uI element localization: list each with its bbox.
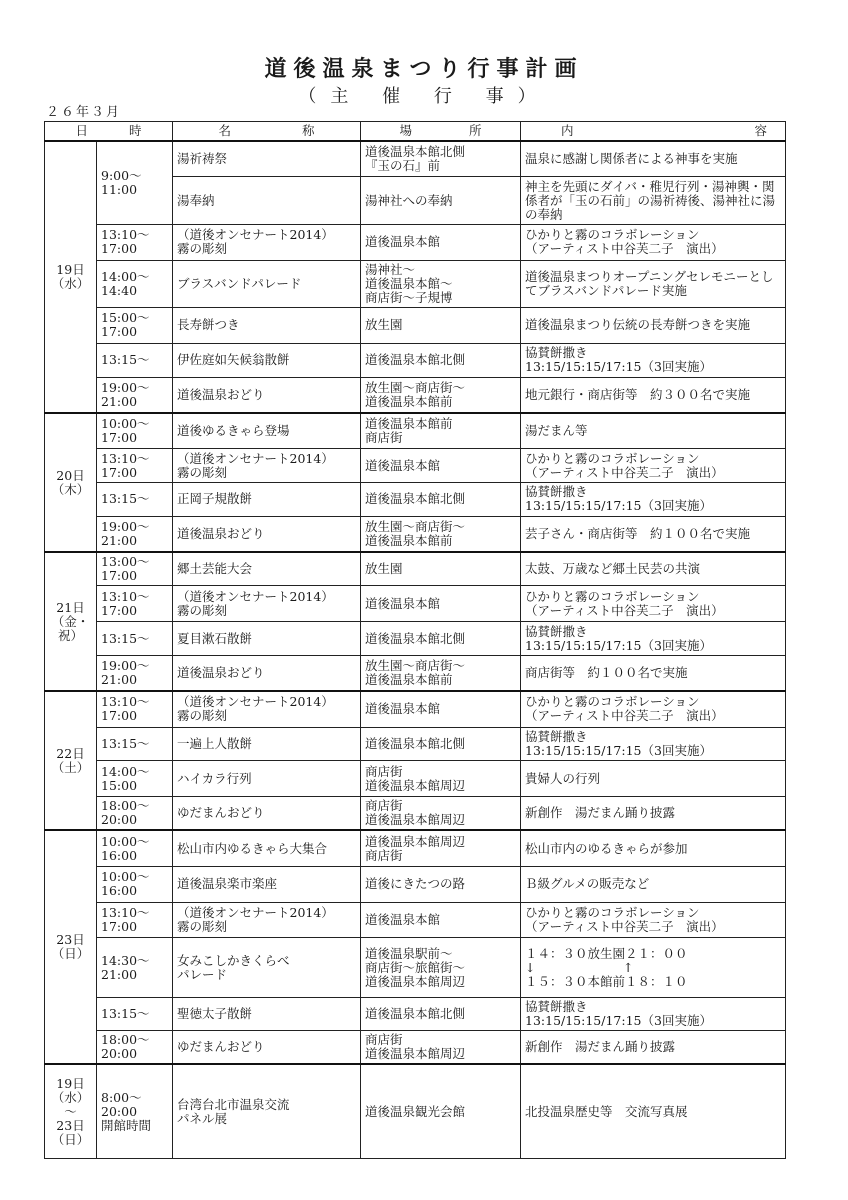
place-cell: 商店街 道後温泉本館周辺 [361, 797, 521, 831]
name-cell: （道後オンセナート2014） 霧の彫刻 [173, 691, 361, 727]
content-cell: 協賛餅撒き 13:15/15:15/17:15（3回実施） [521, 343, 786, 377]
table-row [45, 308, 786, 344]
content-cell: １４：３０放生園２１：００ ↓ ↑ １５：３０本館前１８：１０ [521, 938, 786, 997]
name-cell: 湯奉納 [173, 177, 361, 224]
content-cell: 神主を先頭にダイバ・稚児行列・湯神輿・関係者が「玉の石前」の湯祈祷後、湯神社に湯の奉納 [521, 177, 786, 224]
place-cell: 道後温泉本館 [361, 224, 521, 260]
place-cell: 道後にきたつの路 [361, 866, 521, 902]
day-cell: 21日 （金・祝） [45, 552, 97, 691]
time-cell: 15:00～ 17:00 [97, 308, 173, 344]
table-row [45, 797, 786, 831]
name-cell: 夏目漱石散餅 [173, 622, 361, 656]
place-cell: 道後温泉本館 [361, 902, 521, 938]
content-cell: 湯だまん等 [521, 413, 786, 449]
content-cell: Ｂ級グルメの販売など [521, 866, 786, 902]
place-cell: 商店街 道後温泉本館周辺 [361, 1031, 521, 1065]
time-cell: 9:00～ 11:00 [97, 141, 173, 224]
name-cell: 郷土芸能大会 [173, 552, 361, 586]
table-row [45, 727, 786, 761]
time-cell: 14:00～ 15:00 [97, 761, 173, 797]
content-cell: ひかりと霧のコラボレーション （アーティスト中谷芙二子 演出） [521, 586, 786, 622]
table-row [45, 655, 786, 691]
table-row [45, 552, 786, 586]
table-row [45, 1064, 786, 1158]
place-cell: 道後温泉駅前～ 商店街～旅館街～ 道後温泉本館周辺 [361, 938, 521, 997]
page-title: 道後温泉まつり行事計画 [264, 57, 584, 82]
document-date: ２６年３月 [46, 105, 122, 120]
table-row [45, 866, 786, 902]
place-cell: 道後温泉本館周辺 商店街 [361, 830, 521, 866]
place-cell: 道後温泉本館前 商店街 [361, 413, 521, 449]
name-cell: 道後温泉おどり [173, 516, 361, 552]
time-cell: 10:00～ 17:00 [97, 413, 173, 449]
time-cell: 13:10～ 17:00 [97, 902, 173, 938]
place-cell: 道後温泉本館北側 [361, 622, 521, 656]
place-cell: 放生園～商店街～ 道後温泉本館前 [361, 377, 521, 413]
time-cell: 13:00～ 17:00 [97, 552, 173, 586]
content-cell: 北投温泉歴史等 交流写真展 [521, 1064, 786, 1158]
name-cell: 道後ゆるきゃら登場 [173, 413, 361, 449]
time-cell: 10:00～ 16:00 [97, 830, 173, 866]
place-cell: 道後温泉本館北側 [361, 727, 521, 761]
table-row [45, 141, 786, 177]
schedule-body [45, 141, 786, 1159]
name-cell: ハイカラ行列 [173, 761, 361, 797]
content-cell: 協賛餅撒き 13:15/15:15/17:15（3回実施） [521, 997, 786, 1031]
content-cell: 松山市内のゆるきゃらが参加 [521, 830, 786, 866]
name-cell: （道後オンセナート2014） 霧の彫刻 [173, 449, 361, 483]
place-cell: 道後温泉本館 [361, 586, 521, 622]
time-cell: 19:00～ 21:00 [97, 516, 173, 552]
schedule-table [44, 121, 786, 1159]
column-header-place: 場 所 [361, 122, 521, 142]
time-cell: 18:00～ 20:00 [97, 797, 173, 831]
table-row [45, 483, 786, 517]
content-cell: 新創作 湯だまん踊り披露 [521, 1031, 786, 1065]
table-row [45, 997, 786, 1031]
content-cell: 芸子さん・商店街等 約１００名で実施 [521, 516, 786, 552]
place-cell: 放生園～商店街～ 道後温泉本館前 [361, 516, 521, 552]
table-row [45, 343, 786, 377]
day-cell: 19日 （水） [45, 141, 97, 413]
table-row [45, 449, 786, 483]
name-cell: 道後温泉楽市楽座 [173, 866, 361, 902]
content-cell: 協賛餅撒き 13:15/15:15/17:15（3回実施） [521, 483, 786, 517]
time-cell: 18:00～ 20:00 [97, 1031, 173, 1065]
content-cell: 温泉に感謝し関係者による神事を実施 [521, 141, 786, 177]
table-row [45, 260, 786, 307]
content-cell: ひかりと霧のコラボレーション （アーティスト中谷芙二子 演出） [521, 224, 786, 260]
time-cell: 19:00～ 21:00 [97, 655, 173, 691]
day-cell: 19日 （水） ～ 23日 （日） [45, 1064, 97, 1158]
name-cell: ブラスバンドパレード [173, 260, 361, 307]
name-cell: 台湾台北市温泉交流 パネル展 [173, 1064, 361, 1158]
day-cell: 20日 （木） [45, 413, 97, 552]
column-header-date: 日 時 [45, 122, 173, 142]
time-cell: 13:10～ 17:00 [97, 224, 173, 260]
content-cell: 地元銀行・商店街等 約３００名で実施 [521, 377, 786, 413]
place-cell: 道後温泉本館北側 [361, 343, 521, 377]
name-cell: 聖徳太子散餅 [173, 997, 361, 1031]
content-cell: ひかりと霧のコラボレーション （アーティスト中谷芙二子 演出） [521, 449, 786, 483]
day-cell: 22日 （土） [45, 691, 97, 830]
table-row [45, 761, 786, 797]
table-row [45, 413, 786, 449]
column-header-content: 内 容 [521, 122, 786, 142]
table-row [45, 516, 786, 552]
place-cell: 道後温泉本館北側 [361, 997, 521, 1031]
place-cell: 放生園～商店街～ 道後温泉本館前 [361, 655, 521, 691]
time-cell: 13:10～ 17:00 [97, 586, 173, 622]
table-header-row [45, 122, 786, 142]
table-row [45, 830, 786, 866]
content-cell: 商店街等 約１００名で実施 [521, 655, 786, 691]
time-cell: 19:00～ 21:00 [97, 377, 173, 413]
content-cell: ひかりと霧のコラボレーション （アーティスト中谷芙二子 演出） [521, 902, 786, 938]
table-row [45, 1031, 786, 1065]
place-cell: 湯神社への奉納 [361, 177, 521, 224]
name-cell: 一遍上人散餅 [173, 727, 361, 761]
place-cell: 湯神社～ 道後温泉本館～ 商店街～子規博 [361, 260, 521, 307]
place-cell: 放生園 [361, 308, 521, 344]
column-header-name: 名 称 [173, 122, 361, 142]
name-cell: 松山市内ゆるきゃら大集合 [173, 830, 361, 866]
name-cell: 正岡子規散餅 [173, 483, 361, 517]
place-cell: 放生園 [361, 552, 521, 586]
time-cell: 14:30～ 21:00 [97, 938, 173, 997]
time-cell: 13:15～ [97, 343, 173, 377]
name-cell: 道後温泉おどり [173, 655, 361, 691]
place-cell: 道後温泉本館北側 『玉の石』前 [361, 141, 521, 177]
name-cell: 伊佐庭如矢候翁散餅 [173, 343, 361, 377]
time-cell: 13:15～ [97, 483, 173, 517]
place-cell: 商店街 道後温泉本館周辺 [361, 761, 521, 797]
time-cell: 14:00～ 14:40 [97, 260, 173, 307]
name-cell: （道後オンセナート2014） 霧の彫刻 [173, 902, 361, 938]
page-subtitle: （主 催 行 事） [298, 86, 550, 107]
table-row [45, 586, 786, 622]
time-cell: 10:00～ 16:00 [97, 866, 173, 902]
day-cell: 23日 （日） [45, 830, 97, 1064]
name-cell: 道後温泉おどり [173, 377, 361, 413]
name-cell: （道後オンセナート2014） 霧の彫刻 [173, 224, 361, 260]
table-row [45, 377, 786, 413]
content-cell: 新創作 湯だまん踊り披露 [521, 797, 786, 831]
content-cell: ひかりと霧のコラボレーション （アーティスト中谷芙二子 演出） [521, 691, 786, 727]
time-cell: 8:00～ 20:00 開館時間 [97, 1064, 173, 1158]
place-cell: 道後温泉本館北側 [361, 483, 521, 517]
name-cell: 湯祈祷祭 [173, 141, 361, 177]
content-cell: 道後温泉まつりオープニングセレモニーとしてブラスバンドパレード実施 [521, 260, 786, 307]
content-cell: 貴婦人の行列 [521, 761, 786, 797]
time-cell: 13:15～ [97, 997, 173, 1031]
content-cell: 協賛餅撒き 13:15/15:15/17:15（3回実施） [521, 727, 786, 761]
table-row [45, 622, 786, 656]
place-cell: 道後温泉本館 [361, 449, 521, 483]
content-cell: 協賛餅撒き 13:15/15:15/17:15（3回実施） [521, 622, 786, 656]
name-cell: ゆだまんおどり [173, 797, 361, 831]
place-cell: 道後温泉本館 [361, 691, 521, 727]
table-row [45, 691, 786, 727]
name-cell: （道後オンセナート2014） 霧の彫刻 [173, 586, 361, 622]
table-row [45, 902, 786, 938]
name-cell: 長寿餅つき [173, 308, 361, 344]
content-cell: 太鼓、万歳など郷土民芸の共演 [521, 552, 786, 586]
place-cell: 道後温泉観光会館 [361, 1064, 521, 1158]
name-cell: ゆだまんおどり [173, 1031, 361, 1065]
content-cell: 道後温泉まつり伝統の長寿餅つきを実施 [521, 308, 786, 344]
table-row [45, 224, 786, 260]
time-cell: 13:15～ [97, 727, 173, 761]
name-cell: 女みこしかきくらべ パレード [173, 938, 361, 997]
time-cell: 13:15～ [97, 622, 173, 656]
time-cell: 13:10～ 17:00 [97, 449, 173, 483]
table-row [45, 938, 786, 997]
time-cell: 13:10～ 17:00 [97, 691, 173, 727]
